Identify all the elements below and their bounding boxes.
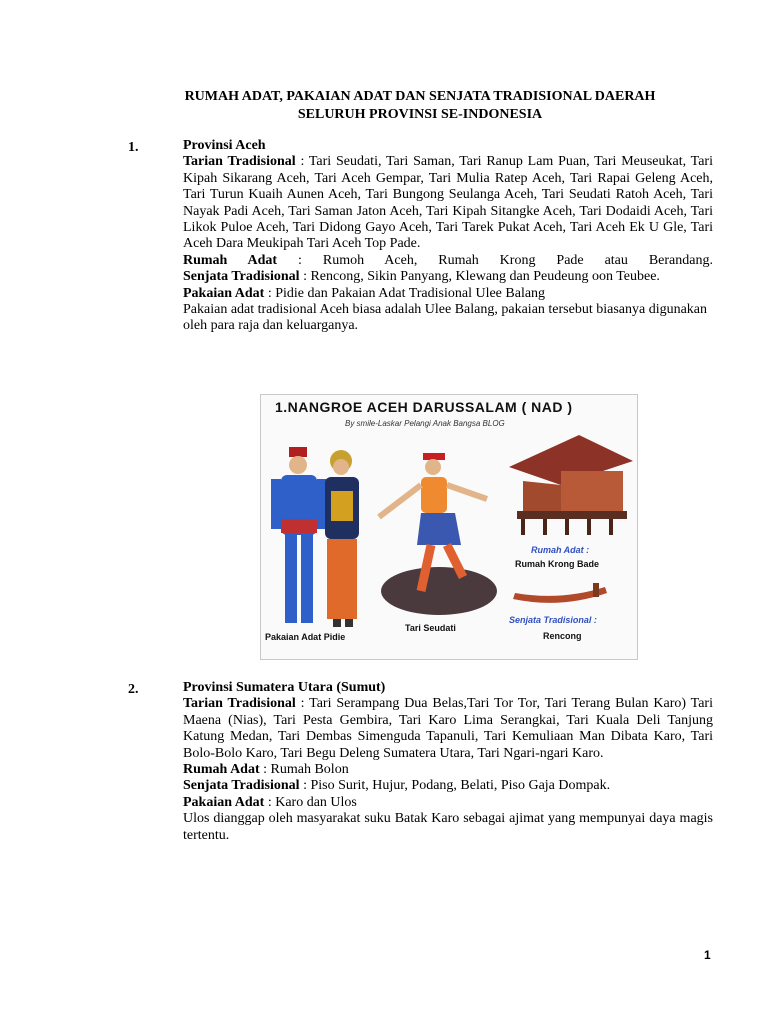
section-number: 2. — [128, 682, 139, 697]
senjata-text: : Piso Surit, Hujur, Podang, Belati, Piso Gaja Dompak. — [299, 778, 611, 794]
senjata-paragraph — [183, 778, 713, 794]
section-heading: Provinsi Aceh — [183, 138, 266, 153]
label-pakaian: Pakaian Adat Pidie — [265, 632, 346, 642]
pakaian-label: Pakaian Adat — [183, 285, 265, 301]
pakaian-label: Pakaian Adat — [183, 794, 265, 810]
rumah-text: : Rumoh Aceh, Rumah Krong Pade atau Berandang. — [277, 252, 713, 268]
label-tari: Tari Seudati — [405, 623, 456, 633]
senjata-text: : Rencong, Sikin Panyang, Klewang dan Peudeung oon Teubee. — [299, 269, 660, 285]
tarian-text: : Tari Serampang Dua Belas,Tari Tor Tor, Tari Terang Bulan Karo) Tari Maena (Nias), Tari Pesta Gembira, Tari Karo Lima Serangkai, Tari Kuala Deli Tanjung Katung Medan, Tari Dembas Simenguda Tapanuli, Tari Kemuliaan Man Dibata Karo, Tari Bolo-Bolo Karo, Tari Begu Deleng Sumatera Utara, Tari Ngari-ngari Karo. — [183, 696, 713, 761]
label-rumah: Rumah Krong Bade — [515, 559, 600, 569]
dancer-figure — [379, 453, 497, 615]
title-line-1: RUMAH ADAT, PAKAIAN ADAT DAN SENJATA TRADISIONAL DAERAH — [184, 89, 656, 104]
senjata-paragraph — [183, 269, 713, 285]
woman-figure — [325, 450, 359, 627]
pakaian-text: : Pidie dan Pakaian Adat Tradisional Ulee Balang — [264, 285, 546, 301]
rencong-figure — [513, 583, 607, 603]
house-figure — [509, 435, 633, 535]
page-number: 1 — [704, 948, 711, 962]
senjata-label: Senjata Tradisional — [183, 778, 300, 794]
figure-subtitle: By smile-Laskar Pelangi Anak Bangsa BLOG — [345, 419, 505, 428]
rumah-paragraph — [183, 762, 713, 778]
section-aceh — [183, 138, 713, 335]
tarian-text: : Tari Seudati, Tari Saman, Tari Ranup Lam Puan, Tari Meuseukat, Tari Kipah Sikarang Aceh, Tari Aceh Gempar, Tari Mulia Ratep Aceh, Tari Rapai Geleng Aceh, Tari Turun Kuaih Aunen Aceh, Tari Bungong Seulanga Aceh, Tari Seudati Ratoh Aceh, Tari Nayak Padi Aceh, Tari Saman Jaton Aceh, Tari Kipah Sitangke Aceh, Tari Dodaidi Aceh, Tari Likok Puloe Aceh, Tari Didong Gayo Aceh, Tari Tarek Pukat Aceh, Tari Aceh Ek U Gle, Tari Aceh Dara Meukipah Tari Aceh Top Pade. — [183, 154, 713, 252]
rumah-text: : Rumah Bolon — [259, 762, 349, 778]
section-sumut — [183, 680, 713, 844]
man-figure — [271, 447, 327, 623]
pakaian-text: : Karo dan Ulos — [264, 794, 357, 810]
pakaian-paragraph — [183, 795, 713, 811]
tarian-paragraph — [183, 154, 713, 252]
section-heading: Provinsi Sumatera Utara (Sumut) — [183, 680, 386, 695]
rumah-label: Rumah Adat — [183, 252, 278, 268]
document-title — [100, 88, 740, 124]
title-line-2: SELURUH PROVINSI SE-INDONESIA — [297, 107, 543, 122]
tarian-label: Tarian Tradisional — [183, 154, 296, 170]
section-number: 1. — [128, 140, 139, 155]
rumah-paragraph — [183, 253, 713, 269]
label-senjata-head: Senjata Tradisional : — [509, 615, 597, 625]
rumah-label: Rumah Adat — [183, 762, 260, 778]
tarian-label: Tarian Tradisional — [183, 696, 296, 712]
senjata-label: Senjata Tradisional — [183, 269, 300, 285]
aceh-illustration — [260, 394, 638, 660]
label-rumah-head: Rumah Adat : — [531, 545, 590, 555]
pakaian-paragraph — [183, 286, 713, 302]
note-paragraph: Ulos dianggap oleh masyarakat suku Batak Karo sebagai ajimat yang mempunyai daya magis tertentu. — [183, 811, 713, 843]
tarian-paragraph — [183, 696, 713, 762]
label-senjata: Rencong — [543, 631, 582, 641]
figure-title: 1.NANGROE ACEH DARUSSALAM ( NAD ) — [275, 399, 573, 415]
note-paragraph: Pakaian adat tradisional Aceh biasa adalah Ulee Balang, pakaian tersebut biasanya digunakan oleh para raja dan keluarganya. — [183, 302, 708, 334]
